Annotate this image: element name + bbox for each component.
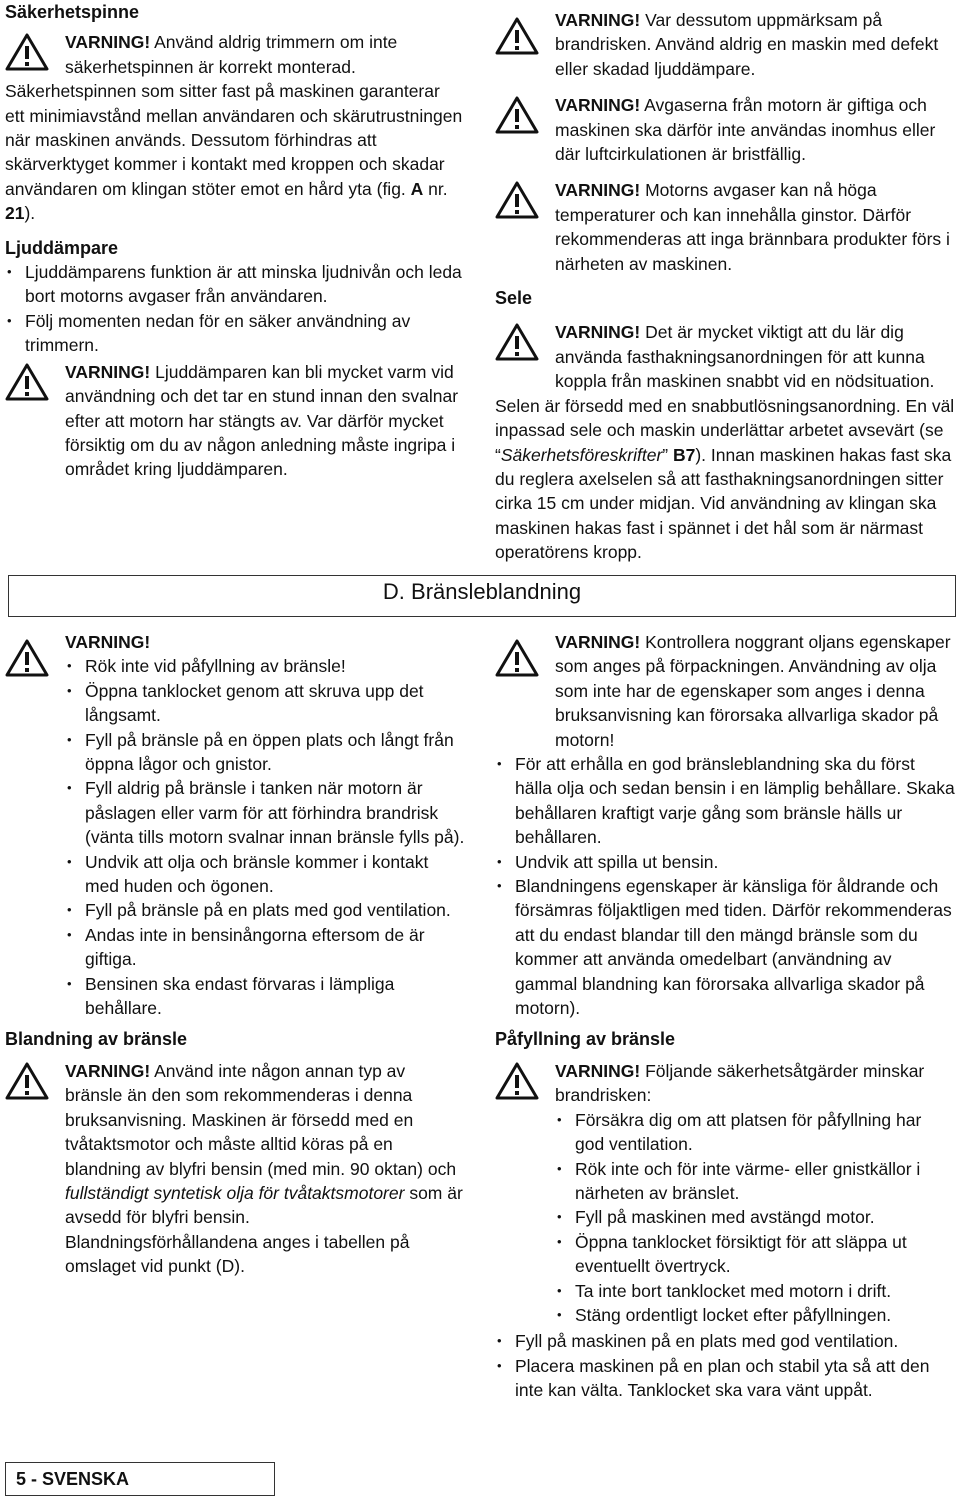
warning-body: Följande säkerhetsåtgärder minskar brandrisken: (555, 1060, 925, 1106)
warning-icon (495, 95, 539, 135)
page-number: 5 - SVENSKA (16, 1469, 130, 1489)
paragraph-text: nr. (423, 178, 448, 199)
section-title: D. Bränsleblandning (382, 579, 582, 604)
warning-body: Använd inte någon annan typ av bränsle än den som rekommenderas i denna bruksanvisning. Maskinen är försedd med en tvåtaktsmotor och måste alltid köras på en blandning av blyfri bensin (med min. 90 oktan) och (65, 1060, 457, 1179)
page-footer (5, 1462, 275, 1496)
warning-icon (495, 180, 539, 220)
paragraph-text: Säkerhetspinnen som sitter fast på maskinen garanterar ett minimiavstånd mellan användaren och skärutrustningen när maskinen används. Dessutom förhindras att skärverktyget kommer i kontakt med kroppen och skadar användaren om klingan stöter emot en hård yta (fig. (5, 81, 463, 199)
reference-title: Säkerhetsföreskrifter (500, 444, 663, 465)
list-item: • Rök inte vid påfyllning av bränsle! (65, 654, 465, 678)
warning-block (495, 320, 955, 393)
heading-ljuddampare: Ljuddämpare (5, 237, 119, 258)
warning-icon (5, 1061, 49, 1101)
warning-block (5, 630, 465, 1021)
left-top-column (5, 0, 463, 482)
warning-text (65, 1059, 465, 1230)
warning-block (5, 1059, 465, 1279)
bullet-list (495, 1329, 955, 1402)
list-item: • Öppna tanklocket försiktigt för att släppa ut eventuellt övertryck. (555, 1230, 955, 1279)
warning-body: Motorns avgaser kan nå höga temperaturer och kan innehålla ginstor. Därför rekommenderas att inga brännbara produkter förs i närheten av maskinen. (555, 180, 950, 274)
warning-text (555, 178, 955, 276)
warning-block (495, 93, 955, 166)
heading-pafyllning: Påfyllning av bränsle (495, 1028, 676, 1049)
list-item: • Blandningens egenskaper är känsliga för åldrande och försämras följaktligen med tiden. Därför rekommenderas att du endast blandar till den mängd bränsle som du kommer att använda omedelbart (användning av gammal blandning kan förorsaka allvarliga skador på motorn). (495, 874, 955, 1020)
list-item: • Fyll på maskinen med avstängd motor. (555, 1205, 955, 1229)
warning-body: Använd aldrig trimmern om inte säkerhetspinnen är korrekt monterad. (65, 32, 398, 77)
paragraph-text: ). (24, 203, 36, 224)
warning-text (555, 1059, 955, 1108)
warning-icon (495, 1061, 539, 1101)
warning-text (555, 320, 955, 393)
list-item: • Följ momenten nedan för en säker användning av trimmern. (5, 309, 463, 358)
list-item: • Bensinen ska endast förvaras i lämpliga behållare. (65, 972, 465, 1021)
warning-block (495, 8, 955, 81)
reference-code: B7 (672, 444, 696, 465)
warning-body: Det är mycket viktigt att du lär dig använda fasthakningsanordningen för att kunna koppla från maskinen snabbt vid en nödsituation. (555, 322, 935, 392)
warning-text (65, 360, 463, 482)
list-item: • Ta inte bort tanklocket med motorn i drift. (555, 1279, 955, 1303)
warning-icon (5, 32, 49, 72)
warning-block (495, 630, 955, 752)
bullet-list (495, 752, 955, 1020)
list-item: • Fyll på bränsle på en plats med god ventilation. (65, 898, 465, 922)
bullet-list (5, 260, 463, 358)
warning-label: VARNING! (555, 180, 641, 201)
warning-label: VARNING! (65, 361, 151, 382)
figure-ref: A (410, 178, 424, 199)
warning-body: Kontrollera noggrant oljans egenskaper som anges på förpackningen. Användning av olja som inte har de egenskaper som anges i denna bruksanvisning kan förorsaka allvarliga skador på motorn! (555, 632, 951, 750)
warning-block (495, 1059, 955, 1327)
heading-blandning: Blandning av bränsle (5, 1028, 188, 1049)
warning-icon (495, 16, 539, 56)
list-item: • För att erhålla en god bränsleblandning ska du först hälla olja och sedan bensin i en lämplig behållare. Skaka behållaren kraftigt varje gång som bränsle hälls ur behållaren. (495, 752, 955, 850)
left-bottom-column (5, 630, 465, 1279)
warning-note: Blandningsförhållandena anges i tabellen på omslaget vid punkt (D). (65, 1231, 410, 1277)
heading-sele: Sele (495, 288, 533, 309)
right-bottom-column (495, 630, 955, 1403)
paragraph (5, 79, 463, 225)
warning-icon (5, 638, 49, 678)
list-item: • Öppna tanklocket genom att skruva upp det långsamt. (65, 679, 465, 728)
warning-block (5, 30, 463, 79)
paragraph-text: ). Innan maskinen hakas fast ska du reglera axelselen så att fasthakningsanordningen sitter cirka 15 cm under midjan. Vid användning av klingan ska maskinen hakas fast i spännet i det hål som är närmast operatörens kropp. (495, 444, 952, 563)
warning-block (495, 178, 955, 276)
warning-label: VARNING! (65, 632, 151, 652)
warning-body: Avgaserna från motorn är giftiga och maskinen ska därför inte användas inomhus eller där luftcirkulationen är bristfällig. (555, 95, 936, 165)
warning-content (65, 630, 465, 1021)
list-item: • Undvik att olja och bränsle kommer i kontakt med huden och ögonen. (65, 850, 465, 899)
warning-content (65, 1059, 465, 1279)
warning-label: VARNING! (555, 1060, 641, 1081)
list-item: • Andas inte in bensinångorna eftersom de är giftiga. (65, 923, 465, 972)
warning-text (555, 93, 955, 166)
warning-icon (495, 322, 539, 362)
warning-body: Ljuddämparen kan bli mycket varm vid användning och det tar en stund innan den svalnar efter att motorn har stängts av. Var därför mycket försiktig om du av någon anledning måste ingripa i området kring ljuddämparen. (65, 361, 459, 480)
section-title-box (8, 575, 956, 617)
warning-label: VARNING! (65, 32, 151, 53)
heading-sakerhetspinne: Säkerhetspinne (5, 2, 140, 22)
list-item: • Ljuddämparens funktion är att minska ljudnivån och leda bort motorns avgaser från användaren. (5, 260, 463, 309)
list-item: • Rök inte och för inte värme- eller gnistkällor i närheten av bränslet. (555, 1157, 955, 1206)
warning-text (65, 30, 463, 79)
warning-label: VARNING! (555, 322, 641, 343)
list-item: • Fyll aldrig på bränsle i tanken när motorn är påslagen eller varm för att förhindra brandrisk (vänta tills motorn svalnar innan bränsle fylls på). (65, 776, 465, 849)
warning-label: VARNING! (555, 632, 641, 652)
list-item: • Stäng ordentligt locket efter påfyllningen. (555, 1303, 955, 1327)
warning-text (555, 8, 955, 81)
warning-icon (5, 362, 49, 402)
warning-body: som är avsedd för blyfri bensin. (65, 1182, 463, 1228)
warning-block (5, 360, 463, 482)
paragraph-text: ” (662, 444, 673, 465)
warning-label: VARNING! (555, 10, 641, 30)
paragraph (495, 394, 955, 565)
warning-body: Var dessutom uppmärksam på brandrisken. Använd aldrig en maskin med defekt eller skadad ljuddämpare. (555, 10, 939, 79)
bullet-list (65, 654, 465, 1020)
warning-label: VARNING! (65, 1060, 151, 1081)
paragraph-text: Selen är försedd med en snabbutlösningsanordning. En väl inpassad sele och maskin underlättar arbetet avsevärt (se “ (495, 395, 955, 465)
list-item: • Undvik att spilla ut bensin. (495, 850, 955, 874)
list-item: • Fyll på maskinen på en plats med god ventilation. (495, 1329, 955, 1353)
warning-content (555, 1059, 955, 1327)
warning-text (555, 630, 955, 752)
right-top-column (495, 8, 955, 565)
list-item: • Placera maskinen på en plan och stabil yta så att den inte kan välta. Tanklocket ska vara vänt uppåt. (495, 1354, 955, 1403)
list-item: • Försäkra dig om att platsen för påfyllning har god ventilation. (555, 1108, 955, 1157)
figure-number: 21 (5, 203, 25, 224)
warning-icon (495, 638, 539, 678)
list-item: • Fyll på bränsle på en öppen plats och långt från öppna lågor och gnistor. (65, 728, 465, 777)
warning-label: VARNING! (555, 95, 641, 116)
oil-spec: fullständigt syntetisk olja för tvåtaktsmotorer (65, 1182, 405, 1203)
bullet-list (555, 1108, 955, 1328)
